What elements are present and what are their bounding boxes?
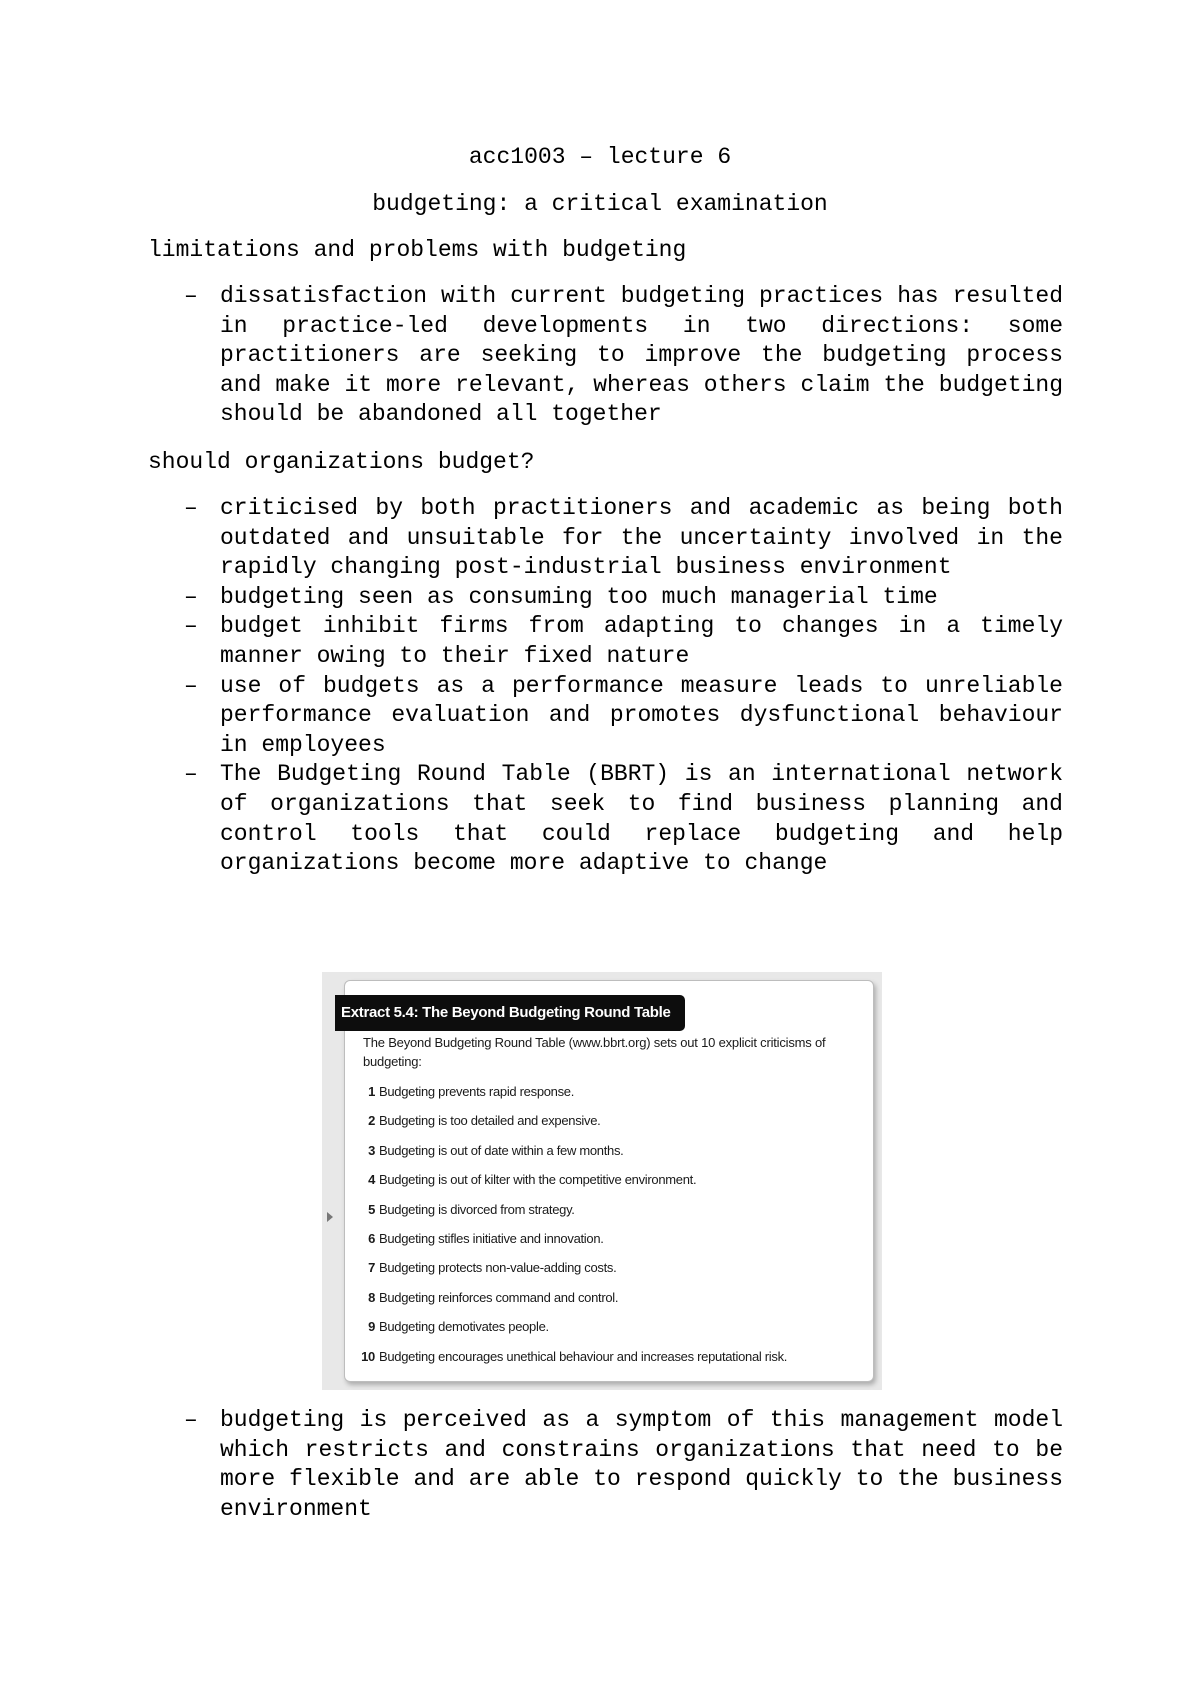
extract-title: Extract 5.4: The Beyond Budgeting Round Table: [335, 995, 685, 1031]
bullet-text: use of budgets as a performance measure leads to unreliable performance evaluation and promotes dysfunctional behaviour in employees: [220, 672, 1063, 758]
bullet-item: [148, 672, 1063, 761]
caret-right-icon: [327, 1212, 333, 1222]
bullet-item: [148, 282, 1063, 430]
bullet-text: criticised by both practitioners and academic as being both outdated and unsuitable for the uncertainty involved in the rapidly changing post-industrial business environment: [220, 495, 1063, 581]
bullet-item: [148, 612, 1063, 671]
criticism-number: 8: [368, 1289, 375, 1305]
criticism-text: Budgeting demotivates people.: [379, 1319, 549, 1335]
criticism-number: 6: [368, 1230, 375, 1246]
dash-marker: –: [184, 613, 198, 640]
criticism-text: Budgeting prevents rapid response.: [379, 1084, 575, 1099]
section-heading-should-budget: should organizations budget?: [148, 449, 535, 475]
dash-marker: –: [184, 1407, 198, 1433]
criticism-text: Budgeting stifles initiative and innovation.: [379, 1230, 604, 1246]
dash-marker: –: [184, 495, 198, 521]
criticism-number: 10: [361, 1348, 375, 1364]
criticism-item: [359, 1083, 859, 1112]
criticism-text: Budgeting encourages unethical behaviour and increases reputational risk.: [379, 1348, 788, 1364]
document-title: acc1003 – lecture 6: [468, 144, 732, 170]
dash-marker: –: [184, 583, 198, 610]
criticism-text: Budgeting is divorced from strategy.: [379, 1201, 575, 1217]
criticism-item: [359, 1348, 859, 1377]
bullet-list-should-budget: [148, 494, 1063, 879]
section-heading-limitations: limitations and problems with budgeting: [148, 237, 687, 263]
extract-intro: The Beyond Budgeting Round Table (www.bbrt.org) sets out 10 explicit criticisms of budgeting:: [363, 1035, 826, 1069]
criticism-item: [359, 1289, 859, 1318]
bullet-text: budget inhibit firms from adapting to changes in a timely manner owing to their fixed nature: [220, 613, 1063, 669]
bullet-text: budgeting seen as consuming too much managerial time: [220, 583, 938, 610]
document-subtitle: budgeting: a critical examination: [372, 191, 828, 217]
criticism-text: Budgeting protects non-value-adding costs.: [379, 1260, 617, 1276]
criticism-item: [359, 1171, 859, 1200]
extract-card: [341, 980, 874, 1382]
bullet-text: dissatisfaction with current budgeting practices has resulted in practice-led developments in two directions: some practitioners are seeking to improve the budgeting process and make it more relevant, whereas others claim the budgeting should be abandoned all together: [220, 283, 1063, 428]
criticism-number: 3: [368, 1142, 375, 1158]
criticism-item: [359, 1201, 859, 1230]
bullet-text: The Budgeting Round Table (BBRT) is an international network of organizations that seek to find business planning and control tools that could replace budgeting and help organizations become more adaptive to change: [220, 761, 1063, 877]
criticism-text: Budgeting is out of date within a few months.: [379, 1142, 624, 1158]
criticism-number: 5: [368, 1201, 375, 1217]
bullet-item: [148, 760, 1063, 878]
criticism-number: 2: [368, 1113, 375, 1129]
dash-marker: –: [184, 672, 198, 699]
criticism-text: Budgeting is too detailed and expensive.: [379, 1113, 601, 1129]
bullet-item: [148, 583, 1063, 613]
criticism-item: [359, 1112, 859, 1141]
dash-marker: –: [184, 283, 198, 309]
criticism-number: 7: [368, 1260, 375, 1276]
criticism-text: Budgeting reinforces command and control.: [379, 1289, 619, 1305]
dash-marker: –: [184, 761, 198, 788]
bullet-text: budgeting is perceived as a symptom of this management model which restricts and constrains organizations that need to be more flexible and are able to respond quickly to the business environment: [220, 1407, 1063, 1522]
extract-figure: [322, 972, 882, 1390]
criticism-item: [359, 1259, 859, 1288]
criticism-list: [359, 1083, 859, 1377]
criticism-item: [359, 1230, 859, 1259]
bullet-list-closing: [148, 1406, 1063, 1524]
criticism-number: 4: [368, 1172, 375, 1188]
bullet-item: [148, 1406, 1063, 1524]
bullet-item: [148, 494, 1063, 583]
criticism-number: 9: [368, 1319, 375, 1335]
criticism-item: [359, 1318, 859, 1347]
criticism-text: Budgeting is out of kilter with the competitive environment.: [379, 1172, 697, 1188]
criticism-item: [359, 1142, 859, 1171]
bullet-list-limitations: [148, 282, 1063, 430]
criticism-number: 1: [368, 1084, 375, 1099]
